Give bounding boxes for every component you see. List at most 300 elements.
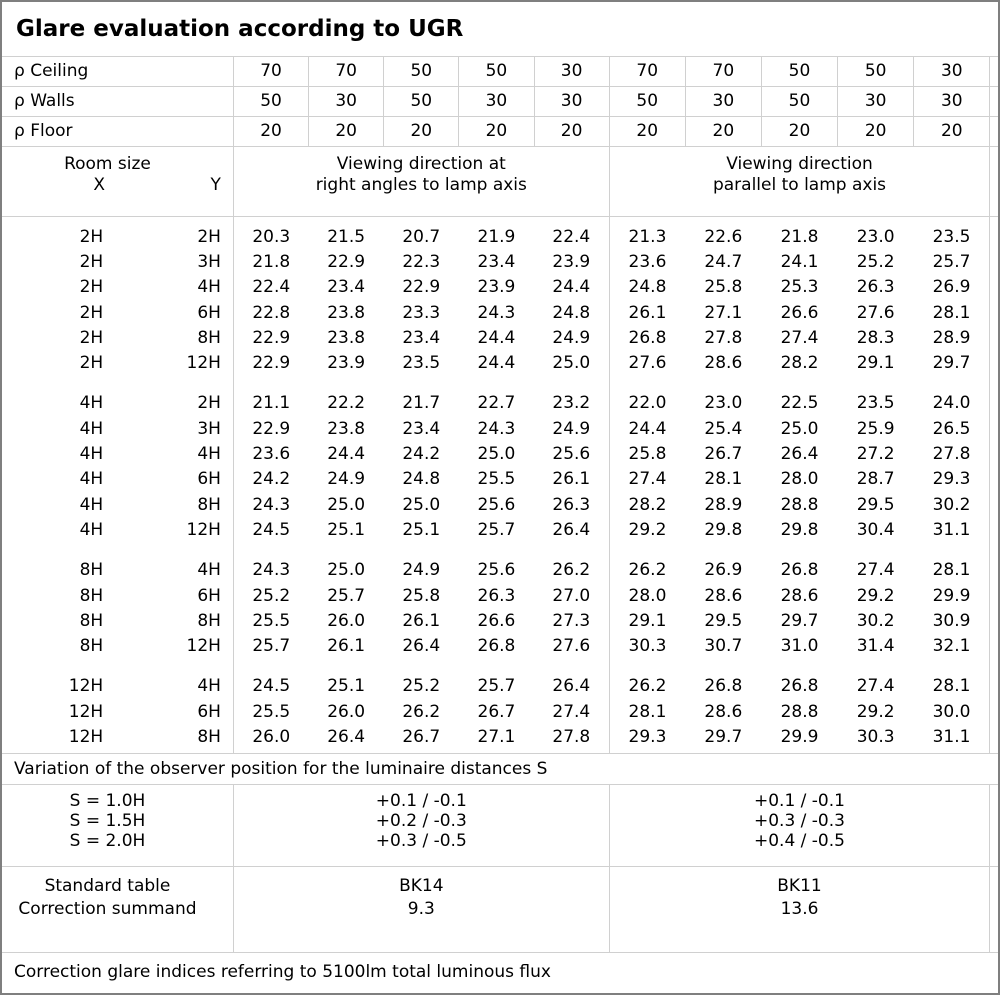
trail-cell [990,275,999,300]
ugr-value-cell: 31.1 [932,726,971,747]
ugr-value-cell: 27.0 [552,585,591,606]
reflectance-value: 20 [761,116,837,146]
trail-cell [990,441,999,466]
ugr-value-cell: 25.1 [402,519,441,540]
ugr-value-cell: 21.1 [233,391,308,416]
reflectance-value: 70 [685,56,761,86]
ugr-value-cell: 25.5 [477,469,516,490]
ugr-value-cell: 26.6 [780,302,819,323]
room-x-cell: 8H [79,636,104,657]
ugr-value-cell: 26.4 [552,676,591,697]
room-x-cell: 8H [79,560,104,581]
ugr-value-cell: 25.1 [327,676,366,697]
variation-right-3: +0.4 / -0.5 [753,831,845,852]
ugr-value-cell: 23.8 [327,418,366,439]
ugr-value-cell: 25.9 [856,418,895,439]
ugr-value-cell: 25.7 [477,676,516,697]
ugr-data-row [1,699,999,724]
variation-left-values [233,785,609,867]
ugr-value-cell: 28.1 [609,699,685,724]
ugr-value-cell: 22.2 [327,393,366,414]
footer-row [1,953,999,994]
room-y-cell: 3H [197,251,221,272]
ugr-value-cell: 24.2 [233,467,308,492]
ugr-value-cell: 26.8 [780,560,819,581]
ugr-value-cell: 25.5 [233,608,308,633]
variation-right-1: +0.1 / -0.1 [753,791,845,812]
standard-table-label: Standard table [44,876,171,897]
ugr-value-cell: 22.9 [327,251,366,272]
ugr-value-cell: 28.2 [780,353,819,374]
ugr-value-cell: 29.3 [609,724,685,749]
reflectance-value: 30 [534,56,609,86]
ugr-value-cell: 26.4 [402,636,441,657]
ugr-value-cell: 25.7 [327,585,366,606]
ugr-value-cell: 26.2 [552,560,591,581]
trail-cell [990,467,999,492]
ugr-value-cell: 21.3 [609,224,685,249]
reflectance-value: 50 [761,86,837,116]
room-x-cell: 4H [79,393,104,414]
reflectance-label: ρ Floor [1,116,233,146]
ugr-value-cell: 22.4 [233,275,308,300]
direction-header-section [1,146,999,216]
ugr-value-cell: 28.8 [780,494,819,515]
x-axis-label: X [93,174,105,195]
standard-table-left: BK14 [399,876,444,897]
ugr-value-cell: 25.4 [704,418,743,439]
ugr-value-cell: 27.4 [856,676,895,697]
ugr-value-cell: 29.7 [704,726,743,747]
ugr-data-row [1,391,999,416]
ugr-value-cell: 30.2 [932,494,971,515]
ugr-value-cell: 29.7 [780,610,819,631]
ugr-value-cell: 24.5 [233,674,308,699]
ugr-value-cell: 20.3 [233,224,308,249]
reflectance-value: 30 [534,86,609,116]
room-x-cell: 4H [79,494,104,515]
ugr-data-row [1,441,999,466]
ugr-value-cell: 29.8 [704,519,743,540]
ugr-value-cell: 24.3 [233,558,308,583]
summary-labels [1,867,233,953]
ugr-value-cell: 28.0 [780,469,819,490]
ugr-value-cell: 25.6 [477,494,516,515]
trail-cell [990,517,999,542]
title-row [1,1,999,56]
ugr-value-cell: 24.4 [477,353,516,374]
trail-cell [990,300,999,325]
reflectance-value: 70 [233,56,308,86]
room-y-cell: 12H [186,636,221,657]
ugr-value-cell: 23.0 [704,393,743,414]
ugr-value-cell: 25.0 [780,418,819,439]
ugr-value-cell: 22.8 [233,300,308,325]
ugr-value-cell: 22.9 [233,350,308,375]
ugr-value-cell: 23.5 [402,353,441,374]
ugr-value-cell: 28.7 [856,469,895,490]
trail-cell [990,391,999,416]
ugr-value-cell: 26.5 [932,418,971,439]
ugr-value-cell: 29.9 [780,726,819,747]
ugr-value-cell: 22.9 [402,277,441,298]
trail-cell [990,416,999,441]
ugr-value-cell: 20.7 [402,226,441,247]
room-y-cell: 4H [197,560,221,581]
room-x-cell: 2H [79,277,104,298]
ugr-value-cell: 25.0 [327,560,366,581]
ugr-value-cell: 27.1 [704,302,743,323]
ugr-data-row [1,633,999,658]
ugr-value-cell: 30.2 [856,610,895,631]
direction-header-right [609,146,990,216]
reflectance-value: 20 [309,116,384,146]
ugr-value-cell: 26.7 [477,701,516,722]
ugr-value-cell: 26.8 [477,636,516,657]
room-size-axes [2,175,233,196]
spacer-row [1,216,999,224]
ugr-value-cell: 22.0 [609,391,685,416]
ugr-value-cell: 24.4 [609,416,685,441]
ugr-value-cell: 27.6 [856,302,895,323]
ugr-value-cell: 23.8 [327,302,366,323]
ugr-data-row [1,724,999,749]
ugr-data-row [1,416,999,441]
room-y-cell: 4H [197,676,221,697]
room-y-cell: 2H [197,393,221,414]
ugr-value-cell: 28.6 [780,585,819,606]
reflectance-value: 20 [384,116,459,146]
ugr-value-cell: 27.4 [780,327,819,348]
trail-cell [990,785,999,867]
room-y-cell: 6H [197,701,221,722]
trail-cell [990,56,999,86]
reflectance-row [1,116,999,146]
ugr-value-cell: 28.6 [704,353,743,374]
ugr-value-cell: 28.0 [609,583,685,608]
ugr-value-cell: 23.4 [402,418,441,439]
room-x-cell: 2H [79,353,104,374]
trail-cell [990,350,999,375]
ugr-value-cell: 31.0 [780,636,819,657]
ugr-value-cell: 26.9 [704,560,743,581]
s-label-3: S = 2.0H [69,831,146,852]
ugr-value-cell: 23.4 [327,277,366,298]
room-x-cell: 12H [68,726,104,747]
ugr-data-row [1,325,999,350]
ugr-value-cell: 25.2 [233,583,308,608]
ugr-value-cell: 24.3 [477,302,516,323]
ugr-value-cell: 24.4 [327,444,366,465]
trail-cell [990,724,999,749]
reflectance-value: 20 [609,116,685,146]
reflectance-row [1,86,999,116]
variation-left-1: +0.1 / -0.1 [375,791,467,812]
ugr-data-row [1,467,999,492]
ugr-value-cell: 26.0 [327,610,366,631]
ugr-value-cell: 30.7 [704,636,743,657]
ugr-value-cell: 26.1 [402,610,441,631]
reflectance-value: 30 [685,86,761,116]
reflectance-value: 50 [233,86,308,116]
ugr-value-cell: 22.9 [233,416,308,441]
trail-cell [990,325,999,350]
reflectance-value: 20 [838,116,914,146]
trail-cell [990,249,999,274]
ugr-value-cell: 26.0 [327,701,366,722]
room-size-title: Room size [64,153,151,174]
ugr-value-cell: 25.0 [327,494,366,515]
reflectance-value: 70 [309,56,384,86]
ugr-value-cell: 31.1 [932,519,971,540]
ugr-value-cell: 26.1 [552,469,591,490]
ugr-value-cell: 26.2 [609,674,685,699]
reflectance-value: 50 [609,86,685,116]
ugr-value-cell: 30.3 [856,726,895,747]
ugr-value-cell: 24.0 [932,393,971,414]
reflectance-row [1,56,999,86]
ugr-value-cell: 24.4 [477,327,516,348]
variation-row [1,785,999,867]
variation-right-2: +0.3 / -0.3 [753,811,845,832]
ugr-value-cell: 24.9 [402,560,441,581]
ugr-value-cell: 28.3 [856,327,895,348]
trail-cell [990,224,999,249]
room-y-cell: 2H [197,226,221,247]
footer-note: Correction glare indices referring to 5100lm total luminous flux [14,962,551,983]
room-x-cell: 12H [68,676,104,697]
ugr-value-cell: 23.5 [932,226,971,247]
reflectance-value: 20 [914,116,990,146]
ugr-value-cell: 21.5 [327,226,366,247]
ugr-value-cell: 29.2 [856,701,895,722]
ugr-value-cell: 29.7 [932,353,971,374]
ugr-value-cell: 24.3 [477,418,516,439]
ugr-value-cell: 28.1 [704,469,743,490]
ugr-value-cell: 23.4 [477,251,516,272]
ugr-value-cell: 28.1 [932,302,971,323]
ugr-value-cell: 28.6 [704,585,743,606]
ugr-value-cell: 24.8 [402,469,441,490]
ugr-value-cell: 22.7 [477,393,516,414]
ugr-value-cell: 26.3 [477,585,516,606]
room-x-cell: 8H [79,610,104,631]
ugr-value-cell: 23.3 [402,302,441,323]
summary-row [1,867,999,953]
ugr-value-cell: 25.8 [402,585,441,606]
ugr-value-cell: 26.3 [856,277,895,298]
ugr-value-cell: 26.4 [780,444,819,465]
reflectance-value: 20 [233,116,308,146]
correction-summand-right: 13.6 [780,899,819,920]
ugr-data-row [1,583,999,608]
variation-left-2: +0.2 / -0.3 [375,811,467,832]
ugr-value-cell: 27.8 [704,327,743,348]
ugr-value-cell: 24.4 [552,277,591,298]
ugr-value-cell: 26.7 [704,444,743,465]
ugr-value-cell: 23.8 [327,327,366,348]
reflectance-value: 30 [914,86,990,116]
ugr-data-row [1,674,999,699]
ugr-value-cell: 24.8 [552,302,591,323]
ugr-value-cell: 25.7 [932,251,971,272]
room-size-header [1,146,233,216]
ugr-value-cell: 30.3 [609,633,685,658]
s-label-1: S = 1.0H [69,791,146,812]
ugr-value-cell: 29.9 [932,585,971,606]
ugr-value-cell: 26.6 [477,610,516,631]
ugr-value-cell: 24.9 [552,327,591,348]
variation-right-values [609,785,990,867]
ugr-value-cell: 22.6 [704,226,743,247]
ugr-value-cell: 24.8 [609,275,685,300]
room-x-cell: 4H [79,418,104,439]
ugr-value-cell: 22.3 [402,251,441,272]
ugr-value-cell: 27.4 [609,467,685,492]
reflectance-value: 50 [384,56,459,86]
ugr-value-cell: 26.1 [327,636,366,657]
footer-section [1,953,999,994]
reflectance-value: 50 [384,86,459,116]
ugr-value-cell: 23.4 [402,327,441,348]
room-y-cell: 4H [197,444,221,465]
room-x-cell: 12H [68,701,104,722]
ugr-data-row [1,300,999,325]
ugr-value-cell: 26.1 [609,300,685,325]
reflectance-section [1,56,999,146]
ugr-value-cell: 23.2 [552,393,591,414]
ugr-value-cell: 25.0 [477,444,516,465]
ugr-value-cell: 25.0 [402,494,441,515]
ugr-value-cell: 30.4 [856,519,895,540]
reflectance-value: 20 [459,116,534,146]
ugr-value-cell: 28.9 [932,327,971,348]
correction-summand-label: Correction summand [18,899,197,920]
trail-cell [990,633,999,658]
variation-left-3: +0.3 / -0.5 [375,831,467,852]
ugr-data-row [1,224,999,249]
room-x-cell: 2H [79,302,104,323]
ugr-value-cell: 27.8 [932,444,971,465]
trail-cell [990,867,999,953]
variation-caption: Variation of the observer position for the luminaire distances S [1,754,999,785]
ugr-value-cell: 27.6 [609,350,685,375]
ugr-value-cell: 22.4 [552,226,591,247]
ugr-value-cell: 24.9 [327,469,366,490]
reflectance-value: 50 [838,56,914,86]
direction-header-left [233,146,609,216]
reflectance-label: ρ Walls [1,86,233,116]
ugr-value-cell: 26.7 [402,726,441,747]
standard-table-right: BK11 [777,876,822,897]
trail-cell [990,608,999,633]
ugr-value-cell: 25.2 [856,251,895,272]
room-x-cell: 8H [79,585,104,606]
ugr-value-cell: 23.6 [609,249,685,274]
summary-right-values [609,867,990,953]
ugr-value-cell: 26.2 [609,558,685,583]
ugr-value-cell: 25.8 [704,277,743,298]
title-section [1,1,999,56]
ugr-data-row [1,249,999,274]
ugr-value-cell: 26.8 [609,325,685,350]
ugr-value-cell: 21.9 [477,226,516,247]
room-y-cell: 8H [197,494,221,515]
ugr-value-cell: 28.1 [932,560,971,581]
ugr-value-cell: 28.2 [609,492,685,517]
ugr-value-cell: 32.1 [932,636,971,657]
room-y-cell: 3H [197,418,221,439]
variation-s-labels [1,785,233,867]
ugr-value-cell: 28.6 [704,701,743,722]
trail-cell [990,583,999,608]
correction-summand-left: 9.3 [407,899,435,920]
ugr-value-cell: 26.4 [552,519,591,540]
ugr-value-cell: 23.0 [856,226,895,247]
ugr-value-cell: 25.6 [552,444,591,465]
ugr-value-cell: 25.7 [477,519,516,540]
summary-left-values [233,867,609,953]
ugr-value-cell: 29.5 [704,610,743,631]
ugr-value-cell: 27.1 [477,726,516,747]
ugr-value-cell: 31.4 [856,636,895,657]
trail-cell [990,674,999,699]
spacer-row [1,543,999,558]
ugr-values-section [1,216,999,754]
room-x-cell: 4H [79,444,104,465]
ugr-value-cell: 29.1 [856,353,895,374]
ugr-data-row [1,517,999,542]
ugr-value-cell: 27.4 [552,701,591,722]
reflectance-label: ρ Ceiling [1,56,233,86]
variation-caption-row [1,754,999,785]
ugr-value-cell: 27.2 [856,444,895,465]
spacer-row [1,659,999,674]
room-y-cell: 8H [197,610,221,631]
trail-cell [990,699,999,724]
ugr-data-row [1,558,999,583]
ugr-value-cell: 24.7 [704,251,743,272]
reflectance-value: 70 [609,56,685,86]
ugr-value-cell: 27.6 [552,636,591,657]
trail-cell [990,116,999,146]
ugr-value-cell: 26.4 [327,726,366,747]
trail-cell [990,86,999,116]
reflectance-value: 50 [459,56,534,86]
room-y-cell: 12H [186,519,221,540]
ugr-data-row [1,350,999,375]
direction-right-line2: parallel to lamp axis [712,174,887,195]
room-y-cell: 6H [197,469,221,490]
ugr-value-cell: 23.9 [552,251,591,272]
ugr-value-cell: 25.3 [780,277,819,298]
ugr-data-row [1,275,999,300]
ugr-value-cell: 30.9 [932,610,971,631]
ugr-value-cell: 30.0 [932,701,971,722]
ugr-value-cell: 23.5 [856,393,895,414]
ugr-value-cell: 26.3 [552,494,591,515]
ugr-value-cell: 24.3 [233,492,308,517]
ugr-value-cell: 29.5 [856,494,895,515]
ugr-value-cell: 25.8 [609,441,685,466]
spacer-row [1,376,999,391]
ugr-value-cell: 29.2 [856,585,895,606]
ugr-value-cell: 22.5 [780,393,819,414]
ugr-value-cell: 25.1 [327,519,366,540]
ugr-value-cell: 21.8 [780,226,819,247]
ugr-value-cell: 28.8 [780,701,819,722]
page-title: Glare evaluation according to UGR [1,1,999,56]
